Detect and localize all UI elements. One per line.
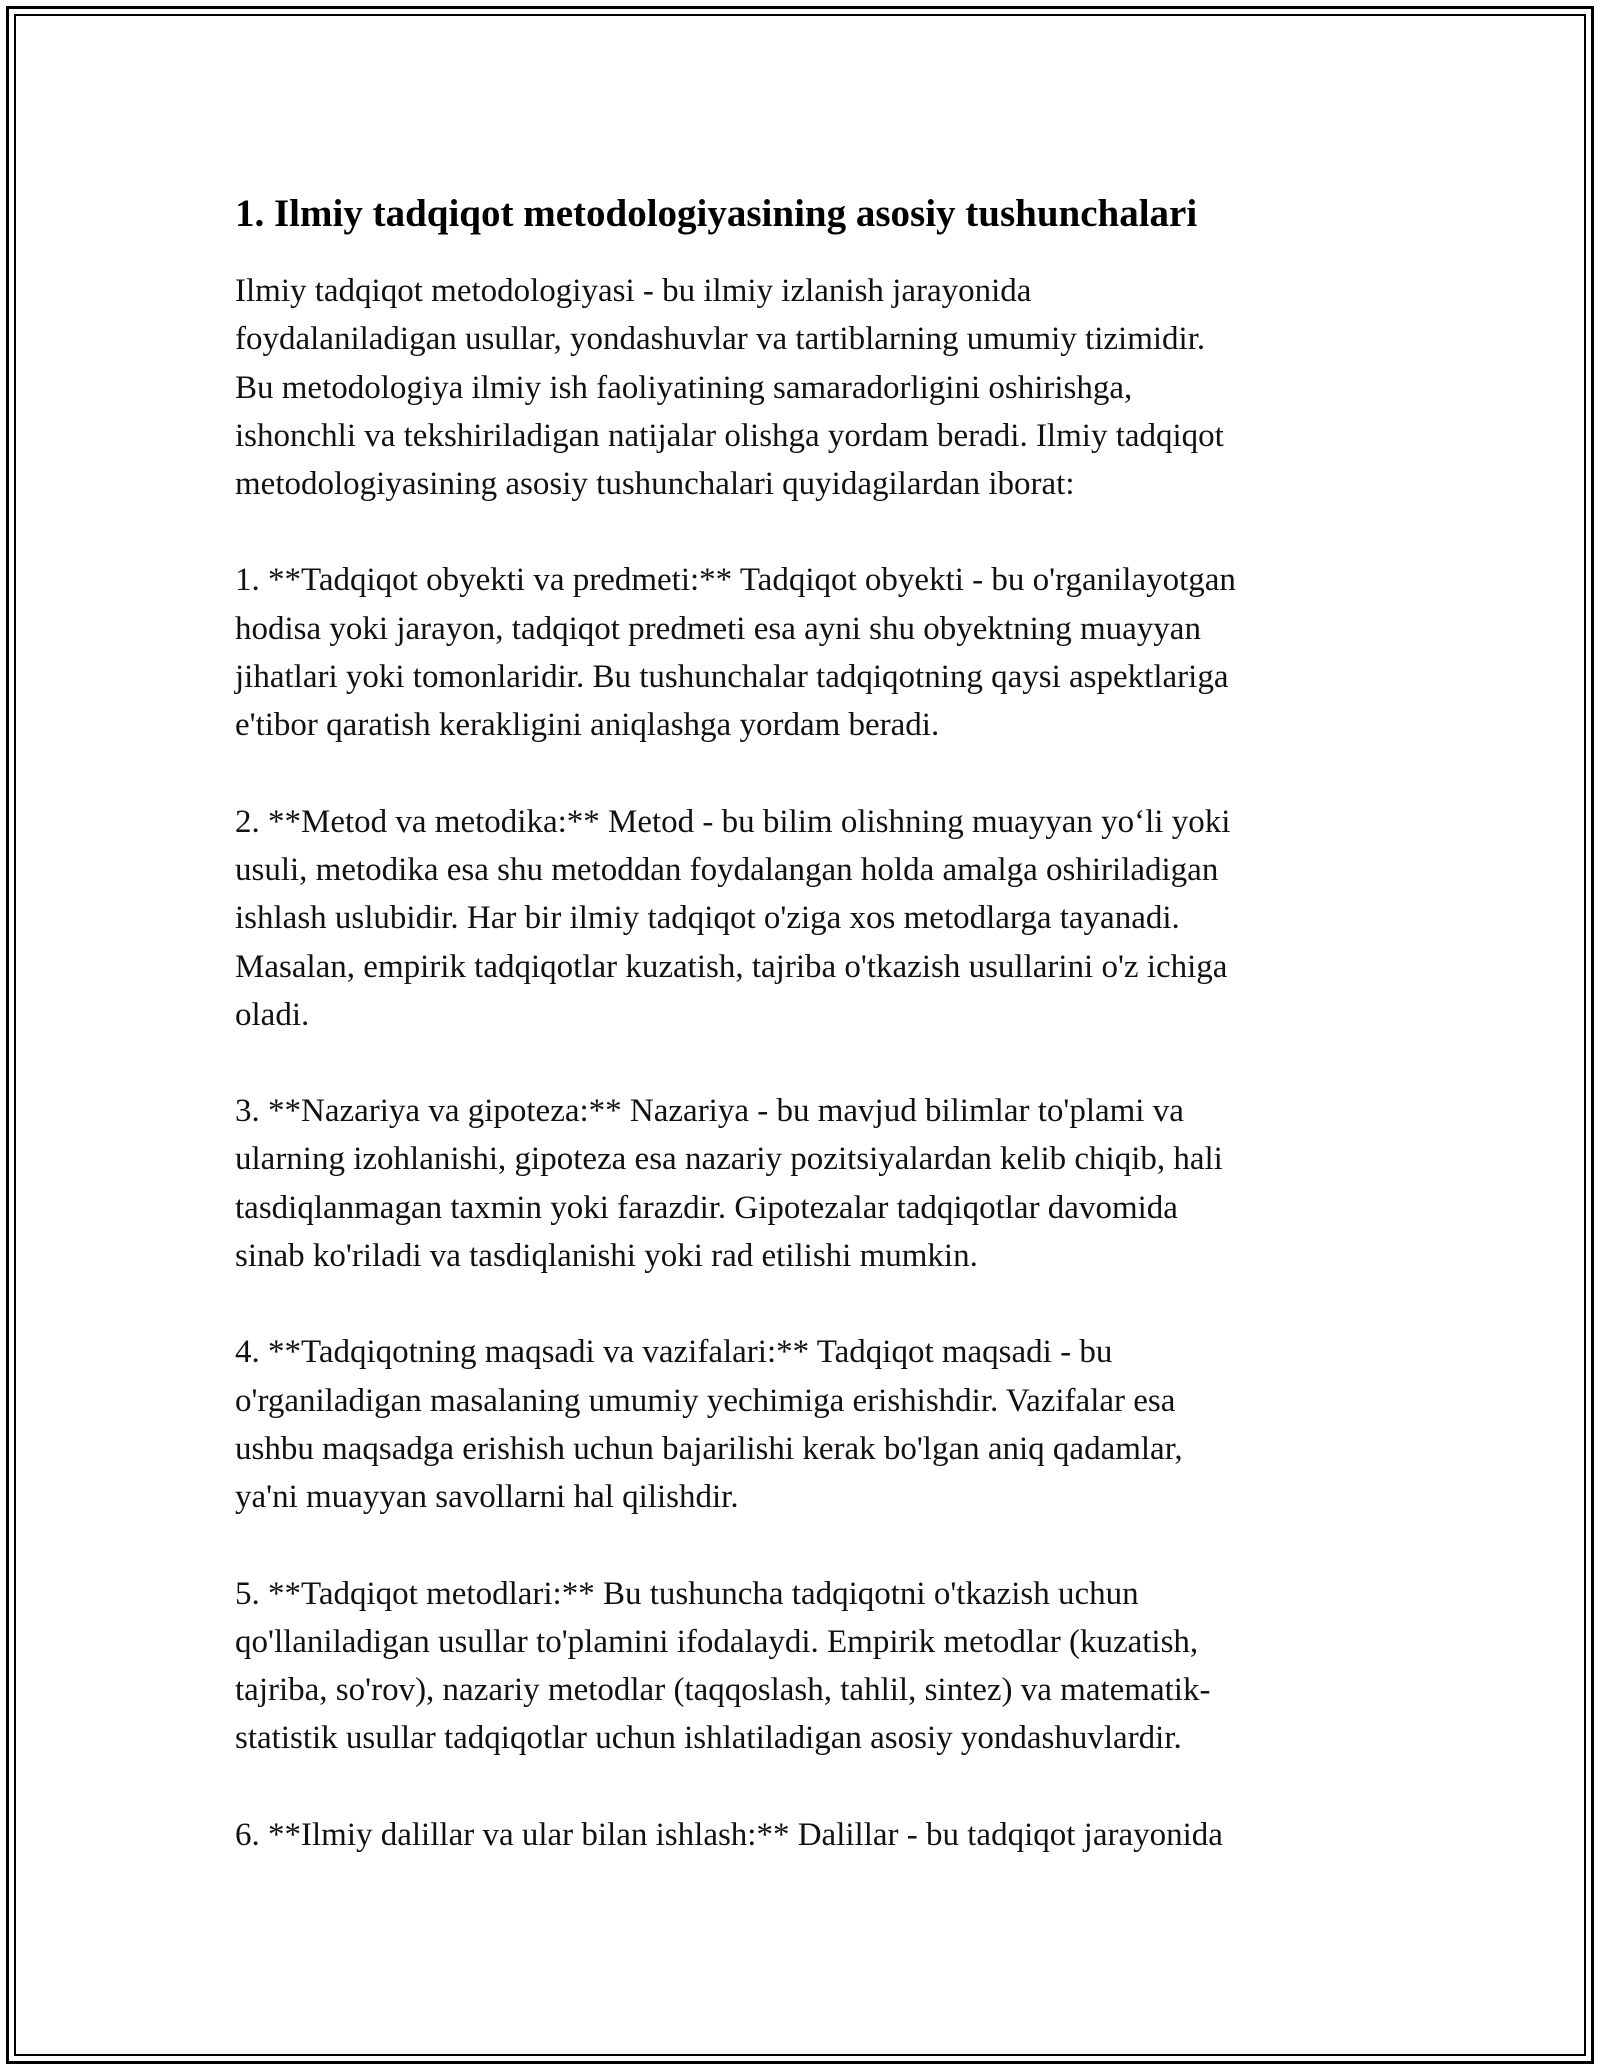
text-line: metodologiyasining asosiy tushunchalari quyidagilardan iborat: <box>235 466 1075 503</box>
text-line: jihatlari yoki tomonlaridir. Bu tushunchalar tadqiqotning qaysi aspektlariga <box>235 659 1229 696</box>
text-line: qo'llaniladigan usullar to'plamini ifodalaydi. Empirik metodlar (kuzatish, <box>235 1623 1199 1660</box>
text-line: e'tibor qaratish kerakligini aniqlashga yordam beradi. <box>235 707 940 744</box>
text-line: ishlash uslubidir. Har bir ilmiy tadqiqot o'ziga xos metodlarga tayanadi. <box>235 900 1180 937</box>
text-line: ya'ni muayyan savollarni hal qilishdir. <box>235 1479 739 1516</box>
text-line: oladi. <box>235 996 310 1033</box>
text-line: sinab ko'riladi va tasdiqlanishi yoki rad etilishi mumkin. <box>235 1238 978 1275</box>
text-line: ishonchli va tekshiriladigan natijalar olishga yordam beradi. Ilmiy tadqiqot <box>235 417 1224 454</box>
list-item-4 <box>235 1328 1365 1521</box>
list-item-2 <box>235 798 1365 1039</box>
text-line: 3. **Nazariya va gipoteza:** Nazariya - bu mavjud bilimlar to'plami va <box>235 1093 1184 1130</box>
list-item-3 <box>235 1087 1365 1280</box>
document-title: 1. Ilmiy tadqiqot metodologiyasining asosiy tushunchalari <box>235 192 1198 235</box>
text-line: 5. **Tadqiqot metodlari:** Bu tushuncha tadqiqotni o'tkazish uchun <box>235 1575 1139 1612</box>
text-line: 4. **Tadqiqotning maqsadi va vazifalari:** Tadqiqot maqsadi - bu <box>235 1334 1113 1371</box>
text-line: Ilmiy tadqiqot metodologiyasi - bu ilmiy izlanish jarayonida <box>235 273 1032 309</box>
text-line: tasdiqlanmagan taxmin yoki farazdir. Gipotezalar tadqiqotlar davomida <box>235 1189 1178 1226</box>
list-item-6 <box>235 1811 1365 1859</box>
text-line: hodisa yoki jarayon, tadqiqot predmeti esa ayni shu obyektning muayyan <box>235 610 1201 647</box>
document-body <box>235 185 1365 1907</box>
text-line: 1. **Tadqiqot obyekti va predmeti:** Tadqiqot obyekti - bu o'rganilayotgan <box>235 562 1236 599</box>
intro-paragraph <box>235 267 1365 508</box>
text-line: 6. **Ilmiy dalillar va ular bilan ishlash:** Dalillar - bu tadqiqot jarayonida <box>235 1816 1223 1853</box>
text-line: Masalan, empirik tadqiqotlar kuzatish, tajriba o'tkazish usullarini o'z ichiga <box>235 948 1228 985</box>
text-line: o'rganiladigan masalaning umumiy yechimiga erishishdir. Vazifalar esa <box>235 1382 1176 1419</box>
text-line: usuli, metodika esa shu metoddan foydalangan holda amalga oshiriladigan <box>235 851 1219 888</box>
list-item-5 <box>235 1570 1365 1763</box>
text-line: Bu metodologiya ilmiy ish faoliyatining samaradorligini oshirishga, <box>235 369 1133 406</box>
list-item-1 <box>235 556 1365 749</box>
text-line: ularning izohlanishi, gipoteza esa nazariy pozitsiyalardan kelib chiqib, hali <box>235 1141 1223 1178</box>
text-line: statistik usullar tadqiqotlar uchun ishlatiladigan asosiy yondashuvlardir. <box>235 1720 1182 1757</box>
text-line: foydalaniladigan usullar, yondashuvlar va tartiblarning umumiy tizimidir. <box>235 321 1206 358</box>
text-line: 2. **Metod va metodika:** Metod - bu bilim olishning muayyan yo‘li yoki <box>235 803 1231 840</box>
text-line: tajriba, so'rov), nazariy metodlar (taqqoslash, tahlil, sintez) va matematik- <box>235 1672 1211 1709</box>
text-line: ushbu maqsadga erishish uchun bajarilishi kerak bo'lgan aniq qadamlar, <box>235 1430 1183 1467</box>
